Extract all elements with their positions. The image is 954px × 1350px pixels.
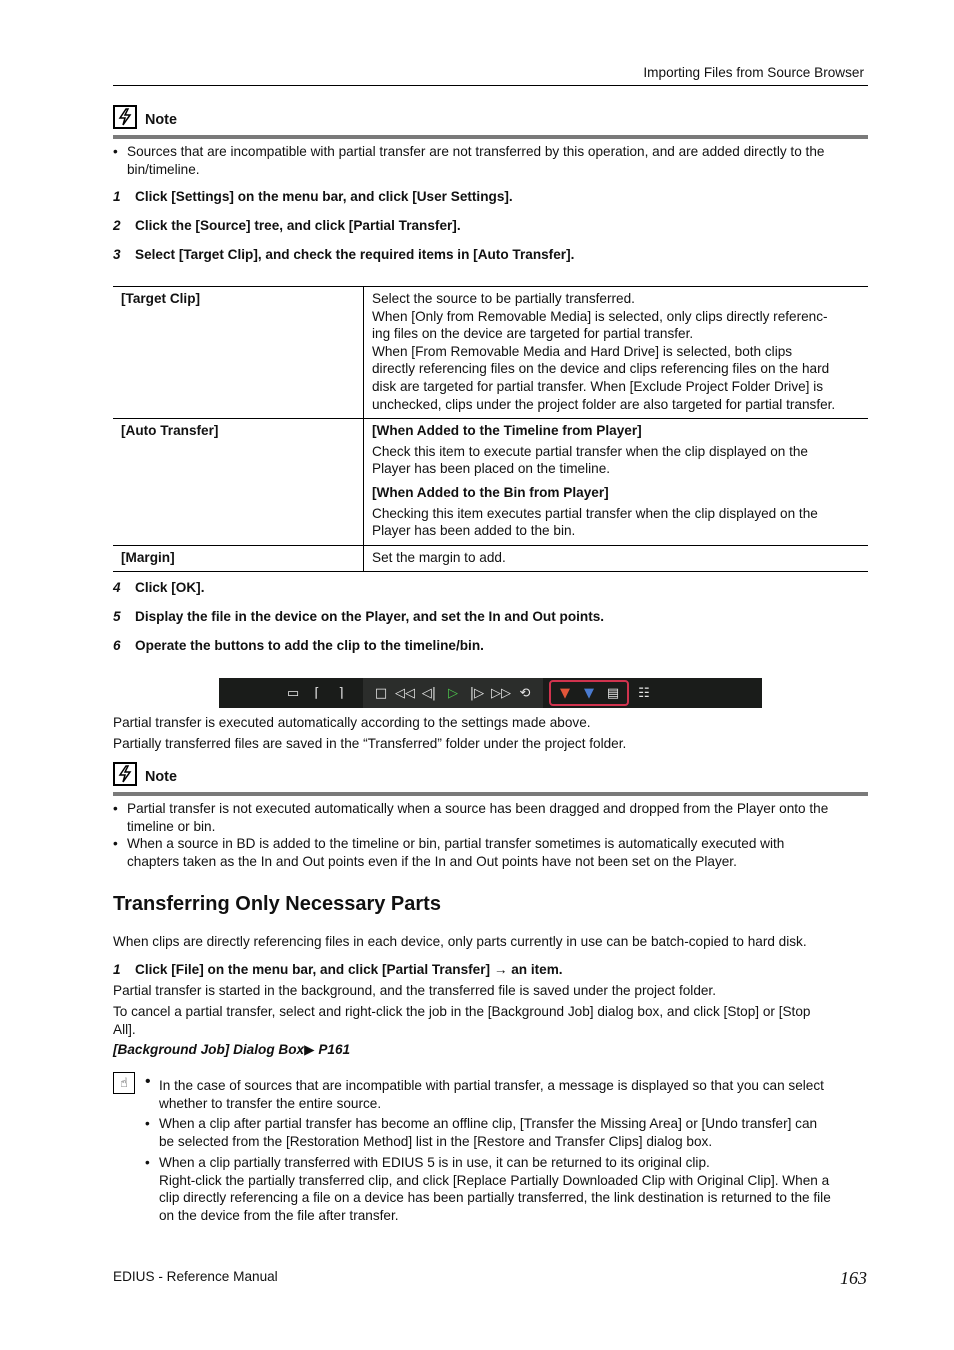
note-bullet-text: Sources that are incompatible with partial transfer are not transferred by this operation, and are added directly to the bin/timeline. [127,144,825,177]
subheading: [When Added to the Timeline from Player] [372,423,642,439]
note-bullet: • When a source in BD is added to the timeline or bin, partial transfer sometimes is automatically executed with chapters taken as the In and Out points even if the In and Out points have not been set on the Player. [113,836,785,869]
hint-icon: ☝ [113,1072,135,1094]
step-1: 1 Click [Settings] on the menu bar, and click [User Settings]. [113,189,513,204]
step-2: 2 Click the [Source] tree, and click [Partial Transfer]. [113,218,461,233]
step-4: 4 Click [OK]. [113,580,205,595]
bullet-dot: • [113,801,118,816]
settings-table [113,286,868,572]
paragraph: Partially transferred files are saved in the “Transferred” folder under the project folder. [113,736,627,751]
table-row [113,545,868,572]
cross-reference-link[interactable]: [Background Job] Dialog Box▶ P161 [113,1042,351,1057]
bullet-dot: • [113,144,118,159]
section-step-1: 1 Click [File] on the menu bar, and click [Partial Transfer] → an item. [113,962,563,977]
table-value: Set the margin to add. [364,545,869,572]
add-to-timeline-icon[interactable]: ▼ [560,685,570,701]
note-bar [113,792,868,796]
paragraph: To cancel a partial transfer, select and right-click the job in the [Background Job] dialog box, and click [Stop] or [Stop All]. [113,1004,811,1037]
running-title: Importing Files from Source Browser [643,65,864,80]
note-bar [113,135,868,139]
table-key: [Margin] [113,545,364,572]
note-title: Note [145,769,177,785]
note-title: Note [145,112,177,128]
paragraph: Partial transfer is executed automatically according to the settings made above. [113,715,591,730]
play-icon[interactable]: ▷ [448,685,458,701]
footer-manual-title: EDIUS - Reference Manual [113,1269,278,1284]
note-heading [113,105,868,139]
tip-item: • When a clip after partial transfer has become an offline clip, [Transfer the Missing Area] or [Undo transfer] can be selected from the [Restoration Method] list in the [Restore and Transfer Clips] dialog box. [145,1116,818,1149]
tip-item: • When a clip partially transferred with EDIUS 5 is in use, it can be returned to its original clip. Right-click the partially transferred clip, and click [Replace Partially Downloaded Clip with Original Clip]. When a clip directly referencing a file on a device has been partially transferred, the link destination is returned to the file on the device from the file after transfer. [145,1155,831,1223]
bullet-dot: • [145,1073,151,1090]
tip-item: • In the case of sources that are incompatible with partial transfer, a message is displayed so that you can select whether to transfer the entire source. [145,1073,824,1111]
note-icon [113,105,137,129]
step-3: 3 Select [Target Clip], and check the required items in [Auto Transfer]. [113,247,575,262]
bullet-dot: • [145,1116,150,1131]
paragraph: Partial transfer is started in the background, and the transferred file is saved under the project folder. [113,983,716,998]
note-bullet: • Partial transfer is not executed automatically when a source has been dragged and dropped from the Player onto the timeline or bin. [113,801,829,834]
table-row [113,287,868,419]
page-number: 163 [840,1268,867,1288]
stop-icon[interactable]: □ [374,685,388,701]
player-toolbar [219,678,762,708]
table-row [113,419,868,546]
bullet-dot: • [145,1155,150,1170]
table-key: [Auto Transfer] [113,419,364,546]
loop-icon[interactable]: ⟲ [519,685,531,701]
step-forward-icon[interactable]: |▷ [469,685,485,701]
rewind-icon[interactable]: ◁◁ [395,685,415,701]
fast-forward-icon[interactable]: ▷▷ [491,685,511,701]
section-title: Transferring Only Necessary Parts [113,893,441,915]
set-out-icon[interactable]: ⌉ [338,685,344,701]
note-heading [113,762,868,796]
cue-icon[interactable]: ▭ [286,685,300,701]
step-5: 5 Display the file in the device on the Player, and set the In and Out points. [113,609,605,624]
table-value: [When Added to the Timeline from Player] Check this item to execute partial transfer when the clip displayed on the Player has been placed on the timeline. [When Added to the Bin from Player] Checking this item executes partial transfer when the clip displayed on the Player has been added to the bin. [364,419,869,546]
add-to-bin-icon[interactable]: ▼ [584,685,594,701]
menu-icon[interactable]: ☷ [638,685,650,701]
step-back-icon[interactable]: ◁| [421,685,437,701]
subheading: [When Added to the Bin from Player] [372,484,609,500]
step-6: 6 Operate the buttons to add the clip to the timeline/bin. [113,638,484,653]
bullet-dot: • [113,836,118,851]
arrow-right-icon: ▶ [304,1042,315,1057]
section-intro: When clips are directly referencing files in each device, only parts currently in use can be batch-copied to hard disk. [113,934,807,949]
table-value: Select the source to be partially transferred. When [Only from Removable Media] is selected, only clips directly referenc- ing files on the device are targeted for partial transfer. When [From Removable Media and Hard Drive] is selected, both clips directly referencing files on the device and clips referencing files on the hard disk are targeted for partial transfer. When [Exclude Project Folder Drive] is unchecked, clips under the project folder are also targeted for partial transfer. [364,287,869,419]
add-clip-buttons-highlight [549,680,629,706]
note-icon [113,762,137,786]
set-in-icon[interactable]: ⌈ [314,685,320,701]
insert-to-bin-icon[interactable]: ▤ [606,685,620,701]
header-rule [113,85,868,86]
note-bullet [113,143,868,178]
table-key: [Target Clip] [113,287,364,419]
